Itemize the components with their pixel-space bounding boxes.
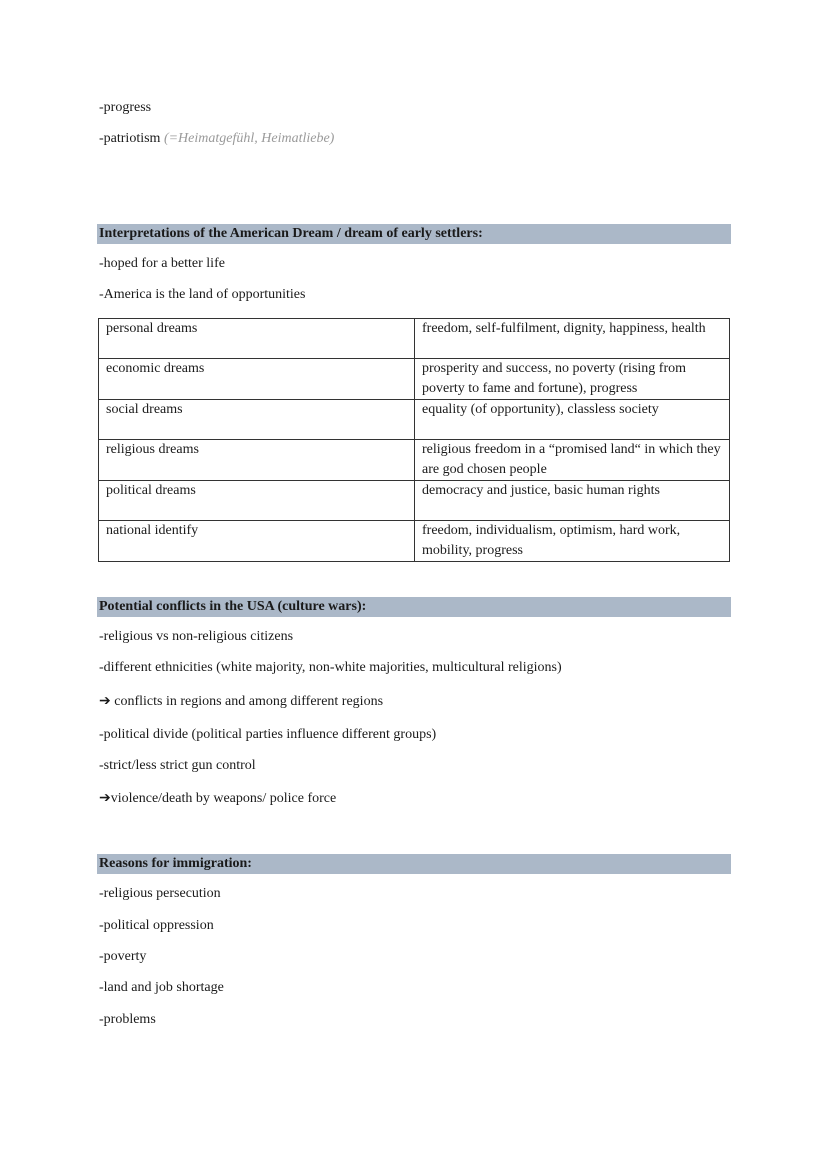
patriotism-translation-note: (=Heimatgefühl, Heimatliebe) [163, 131, 335, 146]
table-row [99, 319, 730, 359]
list-item: -poverty [99, 949, 147, 964]
list-item: -religious vs non-religious citizens [99, 629, 294, 644]
list-item: -problems [99, 1012, 156, 1027]
dream-category: national identify [99, 521, 415, 562]
dream-category: political dreams [99, 481, 415, 521]
table-row [99, 400, 730, 440]
dream-category: economic dreams [99, 359, 415, 400]
list-item: -hoped for a better life [99, 256, 225, 271]
list-item: ➔violence/death by weapons/ police force [99, 791, 337, 806]
section-heading-culture-wars: Potential conflicts in the USA (culture wars): [97, 597, 731, 617]
list-item: -political oppression [99, 918, 214, 933]
table-row [99, 440, 730, 481]
list-item: ➔ conflicts in regions and among different regions [99, 694, 384, 709]
list-item: -strict/less strict gun control [99, 758, 256, 773]
dream-description: religious freedom in a “promised land“ in which they are god chosen people [415, 440, 730, 481]
section-heading-american-dream: Interpretations of the American Dream / dream of early settlers: [97, 224, 731, 244]
table-row [99, 359, 730, 400]
section-heading-immigration: Reasons for immigration: [97, 854, 731, 874]
list-item: -different ethnicities (white majority, non-white majorities, multicultural religions) [99, 660, 562, 675]
intro-patriotism [99, 130, 334, 148]
list-item: -religious persecution [99, 886, 221, 901]
list-item: -political divide (political parties influence different groups) [99, 727, 437, 742]
list-item: -land and job shortage [99, 980, 224, 995]
dream-description: equality (of opportunity), classless society [415, 400, 730, 440]
dreams-table [98, 318, 730, 562]
table-row [99, 481, 730, 521]
dream-category: personal dreams [99, 319, 415, 359]
patriotism-text: -patriotism [99, 131, 161, 146]
dream-category: social dreams [99, 400, 415, 440]
dream-description: democracy and justice, basic human rights [415, 481, 730, 521]
table-row [99, 521, 730, 562]
dream-description: prosperity and success, no poverty (rising from poverty to fame and fortune), progress [415, 359, 730, 400]
list-item: -America is the land of opportunities [99, 287, 306, 302]
dream-description: freedom, individualism, optimism, hard work, mobility, progress [415, 521, 730, 562]
dream-category: religious dreams [99, 440, 415, 481]
intro-progress: -progress [99, 100, 152, 115]
dream-description: freedom, self-fulfilment, dignity, happiness, health [415, 319, 730, 359]
